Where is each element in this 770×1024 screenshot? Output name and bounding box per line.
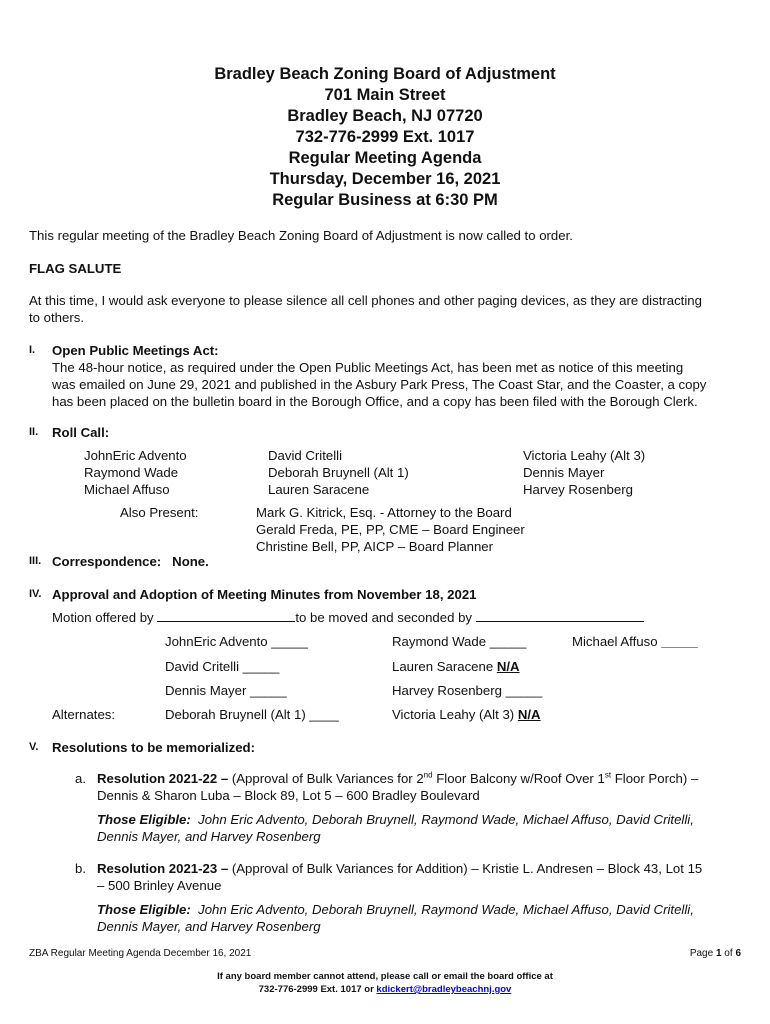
roll-member: Harvey Rosenberg [523,482,633,497]
contact-line: 732-776-2999 Ext. 1017 or kdickert@bradleybeachnj.gov [258,984,512,995]
also-present-person: Christine Bell, PP, AICP – Board Planner [256,539,494,554]
roll-member: Deborah Bruynell (Alt 1) [268,465,409,480]
email-link[interactable]: kdickert@bradleybeachnj.gov [376,984,512,995]
vote-entry: Harvey Rosenberg _____ [392,683,543,698]
flag-salute-heading: FLAG SALUTE [29,261,122,276]
resolution-a-eligible-line2: Dennis Mayer, and Harvey Rosenberg [97,829,321,844]
roll-member: Lauren Saracene [268,482,370,497]
resolution-a-line1: Resolution 2021-22 – (Approval of Bulk Variances for 2nd Floor Balcony w/Roof Over 1st Floor Porch) – [97,770,699,786]
section-4-number: IV. [29,588,42,600]
address-city: Bradley Beach, NJ 07720 [287,107,483,125]
resolution-b-eligible: Those Eligible: John Eric Advento, Deborah Bruynell, Raymond Wade, Michael Affuso, David Critelli, [97,902,694,917]
resolution-a-line2: Dennis & Sharon Luba – Block 89, Lot 5 – 600 Bradley Boulevard [97,788,480,803]
section-3-title: Correspondence: None. [52,554,209,569]
roll-member: Dennis Mayer [523,465,605,480]
resolution-number: Resolution 2021-23 – [97,861,229,876]
section-1-number: I. [29,344,36,356]
alternates-label: Alternates: [52,707,116,722]
eligible-label: Those Eligible: [97,812,191,827]
vote-entry: Dennis Mayer _____ [165,683,287,698]
attendance-notice: If any board member cannot attend, please call or email the board office at [217,971,553,982]
vote-entry: JohnEric Advento _____ [165,634,308,649]
meeting-time: Regular Business at 6:30 PM [272,191,498,209]
section-4-title: Approval and Adoption of Meeting Minutes from November 18, 2021 [52,587,477,602]
also-present-label: Also Present: [120,505,199,520]
vote-entry: Deborah Bruynell (Alt 1) ____ [165,707,339,722]
motion-offered-label: Motion offered by [52,610,158,625]
resolution-number: Resolution 2021-22 – [97,771,229,786]
roll-member: Raymond Wade [84,465,179,480]
footer-document-title: ZBA Regular Meeting Agenda December 16, 2021 [29,948,252,959]
resolution-b-eligible-line2: Dennis Mayer, and Harvey Rosenberg [97,919,321,934]
page-number: 1 [715,948,722,959]
also-present-person: Mark G. Kitrick, Esq. - Attorney to the Board [256,505,512,520]
vote-entry: Michael Affuso _____ [572,634,698,649]
vote-mark: _____ [661,634,698,649]
section-1-line3: has been placed on the bulletin board in the Borough Office, and a copy has been filed with the Borough Clerk. [52,394,698,409]
also-present-person: Gerald Freda, PE, PP, CME – Board Engineer [256,522,525,537]
roll-member: David Critelli [268,448,343,463]
motion-seconded-label: to be moved and seconded by [295,610,476,625]
resolution-letter: b. [75,861,86,876]
eligible-label: Those Eligible: [97,902,191,917]
meeting-type: Regular Meeting Agenda [288,149,482,167]
roll-member: Victoria Leahy (Alt 3) [523,448,646,463]
resolution-letter: a. [75,771,86,786]
meeting-date: Thursday, December 16, 2021 [269,170,501,188]
silence-notice-line2: to others. [29,310,84,325]
phone-number: 732-776-2999 Ext. 1017 [295,128,475,146]
page-total: 6 [735,948,741,959]
motion-offered-blank [157,609,295,622]
page-indicator: Page 1 of 6 [689,948,741,959]
vote-entry: Lauren Saracene N/A [392,659,520,674]
roll-member: JohnEric Advento [84,448,187,463]
section-5-title: Resolutions to be memorialized: [52,740,255,755]
vote-entry: Victoria Leahy (Alt 3) N/A [392,707,541,722]
roll-member: Michael Affuso [84,482,170,497]
motion-line [52,609,644,626]
board-name-heading: Bradley Beach Zoning Board of Adjustment [214,65,556,83]
vote-entry: Raymond Wade _____ [392,634,527,649]
address-street: 701 Main Street [324,86,446,104]
vote-entry: David Critelli _____ [165,659,280,674]
section-5-number: V. [29,741,39,753]
section-1-line1: The 48-hour notice, as required under the Open Public Meetings Act, has been met as notice of this meeting [52,360,684,375]
section-2-title: Roll Call: [52,425,110,440]
section-2-number: II. [29,426,39,438]
intro-text: This regular meeting of the Bradley Beach Zoning Board of Adjustment is now called to order. [29,228,573,243]
vote-mark: N/A [496,659,520,674]
resolution-b-line1: Resolution 2021-23 – (Approval of Bulk Variances for Addition) – Kristie L. Andresen – Block 43, Lot 15 [97,861,703,876]
section-3-number: III. [29,555,42,567]
resolution-a-eligible: Those Eligible: John Eric Advento, Deborah Bruynell, Raymond Wade, Michael Affuso, David Critelli, [97,812,694,827]
vote-mark: N/A [517,707,541,722]
motion-seconded-blank [476,609,644,622]
silence-notice-line1: At this time, I would ask everyone to please silence all cell phones and other paging devices, as they are distracting [29,293,702,308]
section-1-line2: was emailed on June 29, 2021 and published in the Asbury Park Press, The Coast Star, and the Coaster, a copy [52,377,707,392]
resolution-b-line2: – 500 Brinley Avenue [97,878,222,893]
section-1-title: Open Public Meetings Act: [52,343,219,358]
